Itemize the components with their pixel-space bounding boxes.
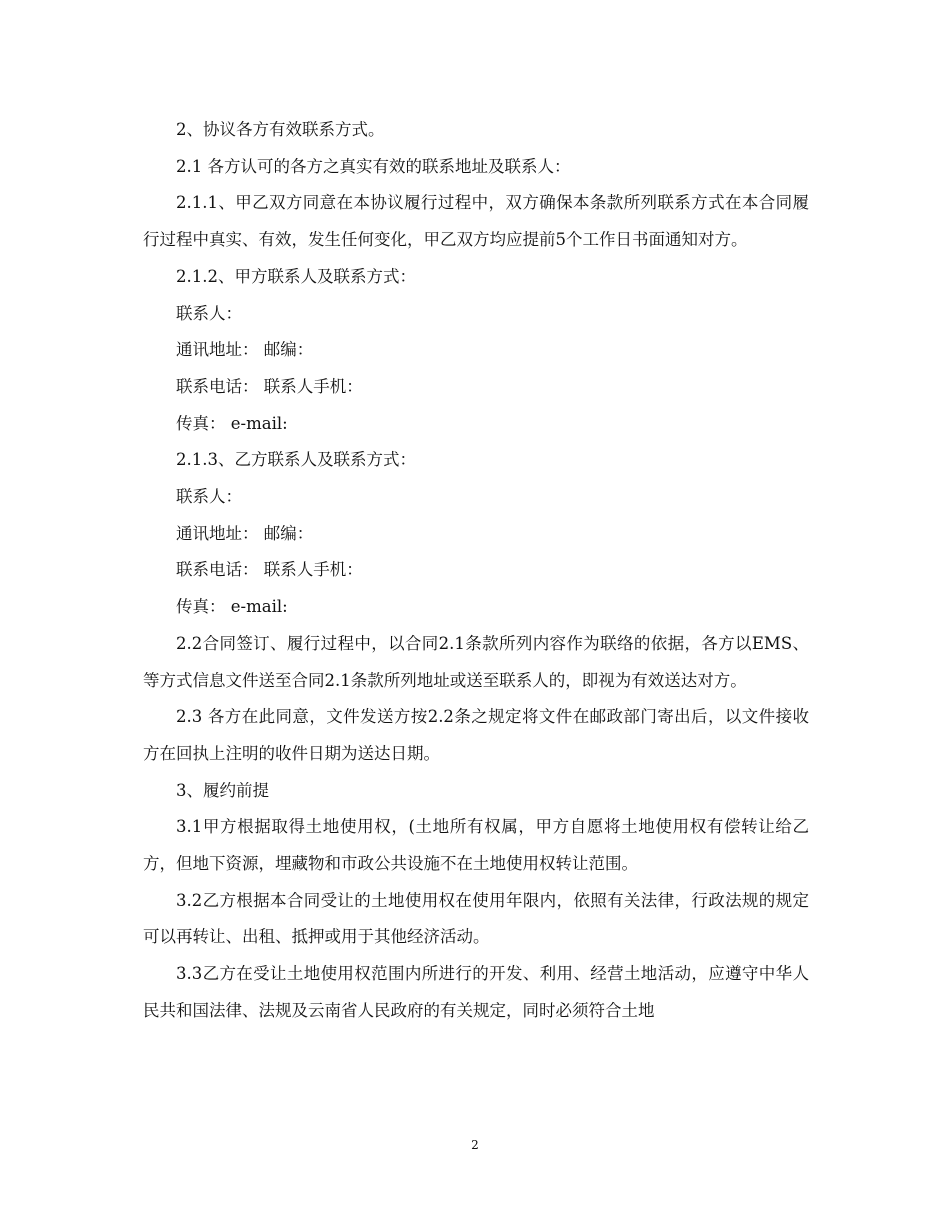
paragraph-3-3: 3.3乙方在受让土地使用权范围内所进行的开发、利用、经营土地活动，应遵守中华人民共和国法律、法规及云南省人民政府的有关规定，同时必须符合土地 [143,964,809,1020]
paragraph-2-2: 2.2合同签订、履行过程中，以合同2.1条款所列内容作为联络的依据，各方以EMS、等方式信息文件送至合同2.1条款所列地址或送至联系人的，即视为有效送达对方。 [143,633,809,690]
party-a-fax-email: 传真： e-mail: [176,413,288,433]
party-a-contact-person: 联系人： [176,303,242,323]
party-a-address: 通讯地址： 邮编： [176,340,314,360]
paragraph-2-1-1: 2.1.1、甲乙双方同意在本协议履行过程中，双方确保本条款所列联系方式在本合同履行过程中真实、有效，发生任何变化，甲乙双方均应提前5个工作日书面通知对方。 [143,193,809,250]
page-number: 2 [471,1138,479,1152]
party-b-address: 通讯地址： 邮编： [176,523,314,543]
paragraph-2-1: 2.1 各方认可的各方之真实有效的联系地址及联系人： [176,156,571,176]
paragraph-3-2: 3.2乙方根据本合同受让的土地使用权在使用年限内，依照有关法律，行政法规的规定可以再转让、出租、抵押或用于其他经济活动。 [143,890,809,947]
paragraph-2-1-3: 2.1.3、乙方联系人及联系方式： [176,450,416,470]
paragraph-2-3: 2.3 各方在此同意，文件发送方按2.2条之规定将文件在邮政部门寄出后，以文件接收方在回执上注明的收件日期为送达日期。 [143,707,809,763]
party-b-contact-person: 联系人： [176,487,242,507]
paragraph-3-1: 3.1甲方根据取得土地使用权，(土地所有权属，甲方自愿将土地使用权有偿转让给乙方，但地下资源，埋藏物和市政公共设施不在土地使用权转让范围。 [143,817,809,874]
party-b-fax-email: 传真： e-mail: [176,597,288,617]
paragraph-section-3-heading: 3、履约前提 [176,780,269,800]
party-b-phone: 联系电话： 联系人手机： [176,560,363,580]
paragraph-section-2-heading: 2、协议各方有效联系方式。 [176,120,385,139]
document-body [143,112,809,1030]
party-a-phone: 联系电话： 联系人手机： [176,376,363,396]
paragraph-2-1-2: 2.1.2、甲方联系人及联系方式： [176,266,416,286]
